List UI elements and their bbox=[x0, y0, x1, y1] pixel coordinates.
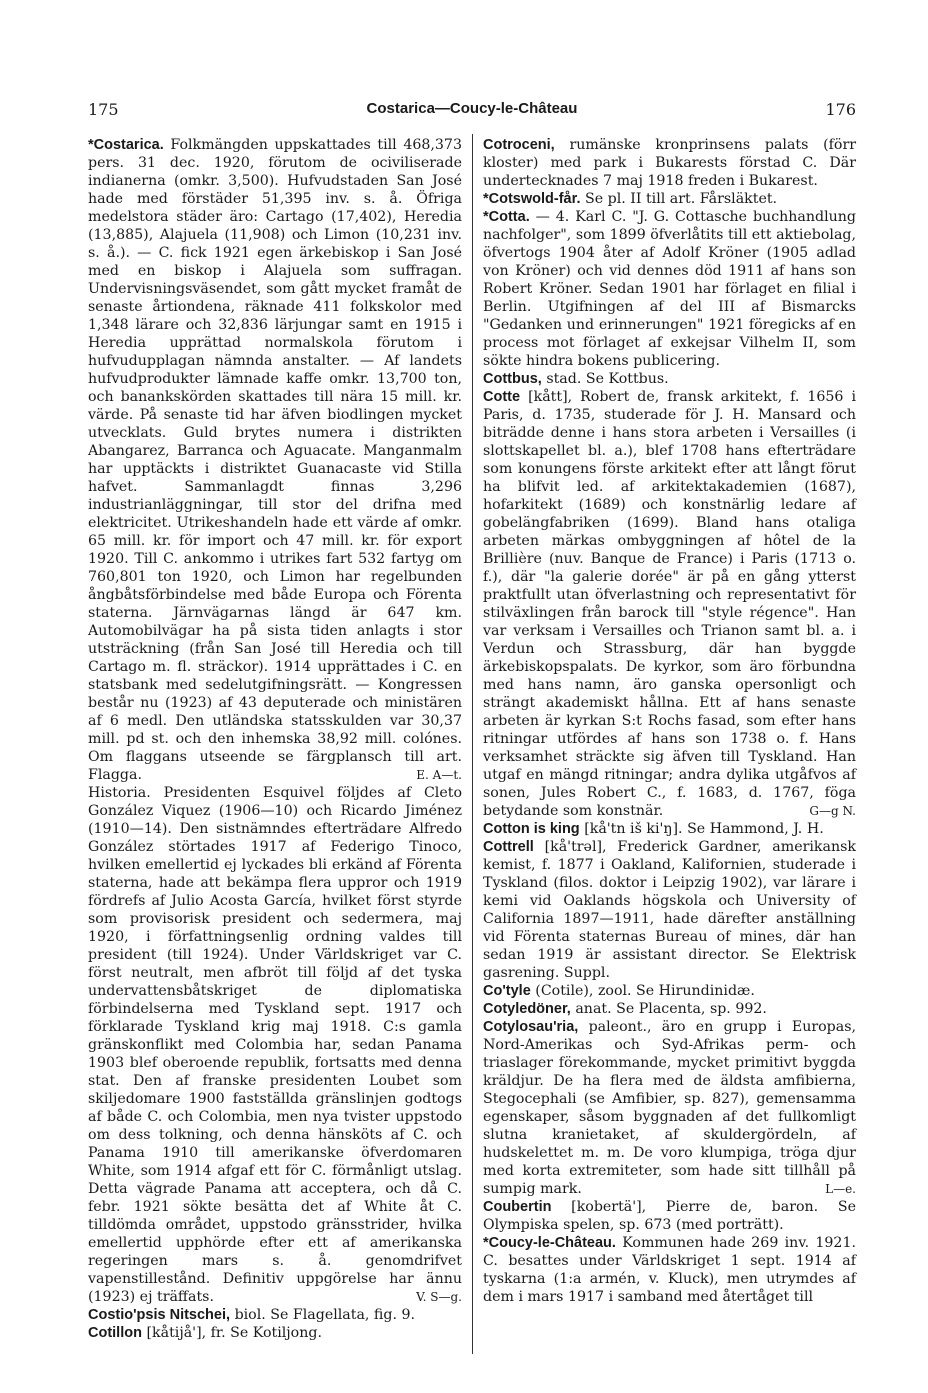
signature: E. A—t. bbox=[416, 768, 462, 782]
entry-body: Folkmängden uppskattades till 468,373 pers. 31 dec. 1920, förutom de ociviliserade indianerna (omkr. 3,500). Hufvudstaden San José hade med förstäder 51,395 inv. s. å. Öfriga medelstora städer äro: Cartago (17,402), Heredia (13,885), Alajuela (11,908) och Limon (10,231 inv. s. å.). — C. fick 1921 egen ärkebiskop i San José med en biskop i Alajuela som suffragan. Undervisningsväsendet, som gått mycket framåt de senaste årtiondena, räknade 411 folkskolor med 1,348 lärare och 32,836 lärjungar samt en 1915 i Heredia upprättad normalskola förutom i hufvudupplagan nämnda anstalter. — Af landets hufvudprodukter lämnade kaffe omkr. 13,700 ton, och banankskörden skattades till nära 15 mill. kr. värde. På senaste tid har äfven biodlingen mycket utvecklats. Guld brytes numera i distrikten Abangarez, Barranca och Aguacate. Manganmalm har upptäckts i distriktet Guanacaste vid Stilla hafvet. Sammanlagdt finnas 3,296 industrianläggningar, till stor del drifna med elektricitet. Utrikeshandeln hade ett värde af omkr. 65 mill. kr. för import och 47 mill. kr. för export 1920. Till C. ankommo i utrikes fart 532 fartyg om 760,801 ton 1920, och Limon har regelbunden ångbåtsförbindelse med både Europa och Förenta staterna. Järnvägarnas längd är 647 km. Automobilvägar ha på sista tiden anlagts i stor utsträckning (från San José till Heredia och till Cartago m. fl. sträckor). 1914 upprättades i C. en statsbank med sedelutgifningsrätt. — Kongressen består nu (1923) af 43 deputerade och ministären af 6 medl. Den utländska statsskulden var 30,37 mill. pd st. och den inhemska 38,92 mill. colónes. Om flaggans utseende se färgplansch till art. Flagga. bbox=[88, 137, 462, 783]
headword: Costio'psis Nitschei, bbox=[88, 1307, 231, 1323]
column-divider bbox=[472, 134, 473, 1354]
entry-costiopsis bbox=[88, 1306, 462, 1324]
entry-body: [kå'trəl], Frederick Gardner, amerikansk kemist, f. 1877 i Oakland, Kalifornien, studerade i Tyskland (filos. doktor i Leipzig 1902), var lärare i kemi vid Oaklands högskola och University of California 1897—1911, hade därefter anställning vid Förenta staternas Bureau of mines, där han sedan 1919 är assistant director. Se Elektrisk gasrening. Suppl. bbox=[483, 839, 856, 981]
entry-cotton-is-king bbox=[483, 820, 856, 838]
headword: Cottrell bbox=[483, 839, 534, 855]
entry-body: — 4. Karl C. "J. G. Cottasche buchhandlung nachfolger", som 1899 öfverlåtits till ett aktiebolag, öfvertogs 1904 åter af Adolf Kröner (1905 adlad von Kröner) och vid dennes död 1911 af hans son Robert Kröner. Sedan 1901 har förlaget en filial i Berlin. Utgifningen af del III af Bismarcks "Gedanken und erinnerungen" 1921 föregicks af en process mot förlaget af exkejsar Vilhelm II, som sökte hindra bokens publicering. bbox=[483, 209, 856, 369]
entry-cotta bbox=[483, 208, 856, 370]
entry-body: Se pl. II till art. Fårsläktet. bbox=[585, 191, 778, 207]
entry-coucy-le-chateau bbox=[483, 1234, 856, 1306]
entry-body: [kåtijå'], fr. Se Kotiljong. bbox=[146, 1325, 322, 1341]
headword: Cotylosau'ria, bbox=[483, 1019, 579, 1035]
signature: V. S—g. bbox=[416, 1290, 462, 1304]
entry-body: Kommunen hade 269 inv. 1921. C. besattes under Världskriget 1 sept. 1914 af tyskarna (1:a armén, v. Kluck), men utrymdes af dem i mars 1917 i samband med återtåget till bbox=[483, 1235, 856, 1305]
page-header bbox=[88, 100, 856, 120]
signature: L—e. bbox=[825, 1182, 856, 1196]
entry-coubertin bbox=[483, 1198, 856, 1234]
entry-cotillon bbox=[88, 1324, 462, 1342]
headword: Cotyledöner, bbox=[483, 1001, 571, 1017]
entry-body: anat. Se Placenta, sp. 992. bbox=[575, 1001, 767, 1017]
entry-body: Historia. Presidenten Esquivel följdes af Cleto González Viquez (1906—10) och Ricardo Jiménez (1910—14). Den sistnämndes efterträdare Alfredo González störtades 1917 af Federigo Tinoco, hvilken emellertid ej lyckades bli erkänd af Förenta staterna, hade att bekämpa flera uppror och 1919 fördrefs af Julio Acosta García, hvilket först styrde som provisorisk president och sedermera, maj 1920, i författningsenlig ordning valdes till president (till 1924). Under Världskriget var C. först neutralt, men afbröt till följd af det tyska undervattensbåtskriget de diplomatiska förbindelserna med Tyskland sept. 1917 och förklarade Tyskland krig maj 1918. C:s gamla gränskonflikt med Colombia har, sedan Panama 1903 blef oberoende republik, fortsatts med denna stat. Den af franske presidenten Loubet som skiljedomare 1900 fastställda gränslinjen godtogs af både C. och Colombia, men nya tvister uppstodo om dess tolkning, och denna hänsköts af C. och Panama 1910 till amerikanske öfverdomaren White, som 1914 afgaf ett för C. förmånligt utslag. Detta vägrade Panama att acceptera, och då C. febr. 1921 sökte besätta det af White åt C. tilldömda området, uppstodo gränsstrider, hvilka emellertid upphörde efter ett af amerikanska regeringen mars s. å. genomdrifvet vapenstillestånd. Definitiv uppgörelse har ännu (1923) ej träffats. bbox=[88, 785, 462, 1305]
entry-cottrell bbox=[483, 838, 856, 982]
page-number-left: 175 bbox=[88, 100, 119, 119]
page-number-right: 176 bbox=[825, 100, 856, 119]
headword: *Cotswold-får. bbox=[483, 191, 581, 207]
headword: Co'tyle bbox=[483, 983, 531, 999]
entry-cotyledoner bbox=[483, 1000, 856, 1018]
headword: Cotte bbox=[483, 389, 521, 405]
headword: *Costarica. bbox=[88, 137, 164, 153]
left-column bbox=[88, 136, 462, 1342]
entry-body: biol. Se Flagellata, fig. 9. bbox=[234, 1307, 416, 1323]
headword: *Coucy-le-Château. bbox=[483, 1235, 616, 1251]
entry-cottbus bbox=[483, 370, 856, 388]
entry-costarica-historia bbox=[88, 784, 462, 1306]
entry-cotyle bbox=[483, 982, 856, 1000]
headword: Coubertin bbox=[483, 1199, 552, 1215]
signature: G—g N. bbox=[809, 804, 856, 818]
running-head: Costarica—Coucy-le-Château bbox=[366, 100, 578, 117]
headword: Cottbus, bbox=[483, 371, 542, 387]
entry-body: [kå'tn iš ki'ŋ]. Se Hammond, J. H. bbox=[584, 821, 824, 837]
entry-body: [kått], Robert de, fransk arkitekt, f. 1656 i Paris, d. 1735, studerade för J. H. Mansard och biträdde denne i hans stora arbeten i Versailles (i slottskapellet bl. a.), blef 1708 hans efterträdare som konungens förste arkitekt efter att långt förut ha blifvit led. af arkitektakademien (1687), hofarkitekt (1689) och konstnärlig ledare af gobelängfabriken (1699). Bland hans otaliga arbeten märkas ombyggningen af hôtel de la Brillière (nuv. Banque de France) i Paris (1713 o. f.), där "la galerie dorée" är på en gång ytterst praktfullt utan öfverlastning och representativt för stilväxlingen från barock till "style régence". Han var verksam i Versailles och Trianon samt bl. a. i Verdun och Strassburg, där han byggde ärkebiskopspalats. De kyrkor, som äro förbundna med hans namn, äro ganska opersonligt och strängt akademiskt hållna. Ett af hans senaste arbeten är kyrkan S:t Rochs fasad, som efter hans ritningar utfördes af hans son 1738 o. f. Hans verksamhet sträckte sig äfven till Tyskland. Han utgaf en mängd ritningar; andra dylika utgåfvos af sonen, Jules Robert C., f. 1683, d. 1767, föga betydande som konstnär. bbox=[483, 389, 857, 819]
entry-cotswold bbox=[483, 190, 856, 208]
entry-body: (Cotile), zool. Se Hirundinidæ. bbox=[535, 983, 755, 999]
entry-costarica bbox=[88, 136, 462, 784]
entry-body: [kobertä'], Pierre de, baron. Se Olympiska spelen, sp. 673 (med porträtt). bbox=[483, 1199, 856, 1233]
headword: Cotillon bbox=[88, 1325, 142, 1341]
entry-body: stad. Se Kottbus. bbox=[546, 371, 669, 387]
entry-cotroceni bbox=[483, 136, 856, 190]
headword: Cotroceni, bbox=[483, 137, 555, 153]
headword: Cotton is king bbox=[483, 821, 580, 837]
entry-body: paleont., äro en grupp i Europas, Nord-Amerikas och Syd-Afrikas perm- och triaslager förekommande, mycket primitivt byggda kräldjur. De ha flera med de äldsta amfibierna, Stegocephali (se Amfibier, sp. 827), gemensamma egenskaper, såsom byggnaden af det fullkomligt slutna kranietaket, af skuldergördeln, af hudskelettet m. m. De voro klumpiga, tröga djur med korta extremiteter, som hade sitt tillhåll på sumpig mark. bbox=[483, 1019, 856, 1197]
headword: *Cotta. bbox=[483, 209, 530, 225]
right-column bbox=[483, 136, 856, 1306]
entry-cotte bbox=[483, 388, 856, 820]
entry-body: rumänske kronprinsens palats (förr kloster) med park i Bukarests förstad C. Där undertecknades 7 maj 1918 freden i Bukarest. bbox=[483, 137, 857, 189]
entry-cotylosauria bbox=[483, 1018, 856, 1198]
